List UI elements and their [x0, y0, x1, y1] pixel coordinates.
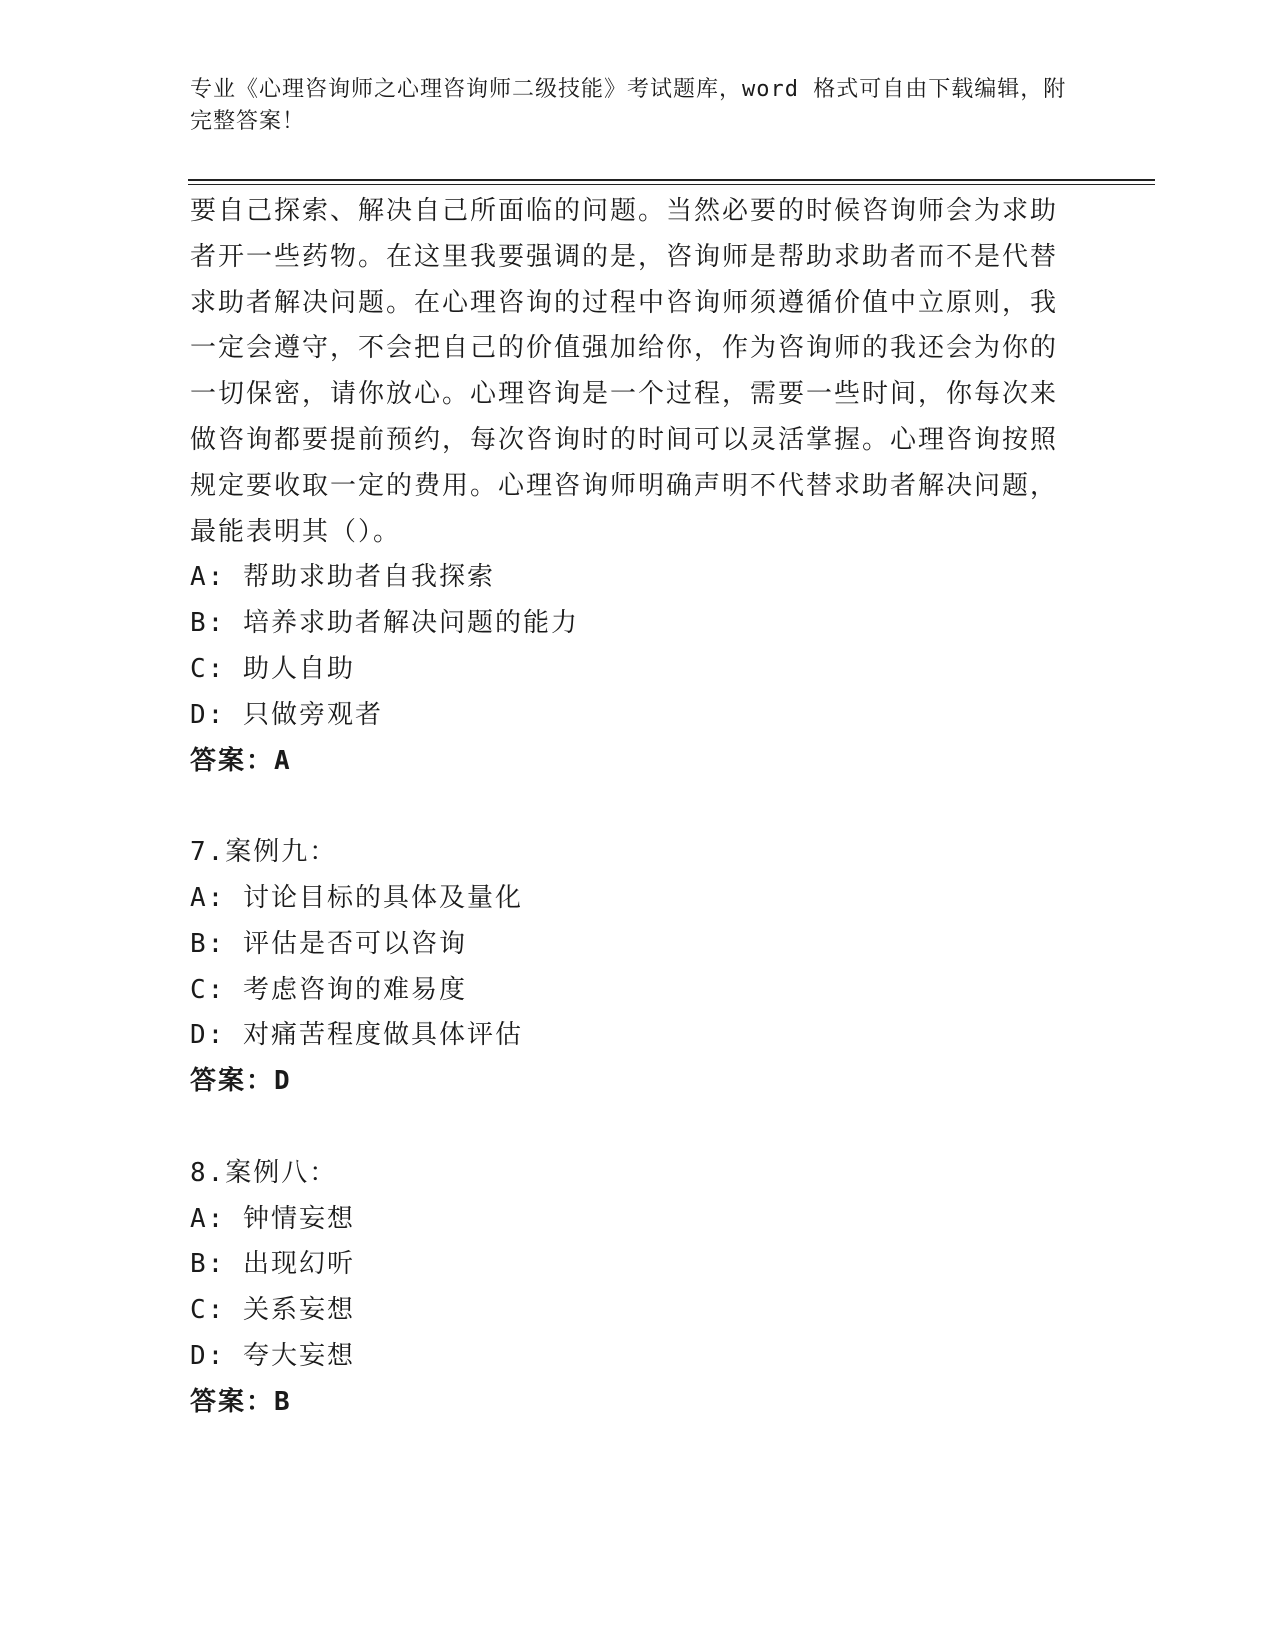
header-text: 专业《心理咨询师之心理咨询师二级技能》考试题库，word 格式可自由下载编辑，附完整答案！ [190, 77, 1067, 134]
spacer [190, 1105, 1070, 1151]
option-key: A: [190, 1203, 226, 1234]
option-text: 钟情妄想 [242, 1203, 355, 1234]
option-a [190, 555, 1070, 601]
option-key: C: [190, 1295, 226, 1326]
option-text: 帮助求助者自我探索 [242, 562, 495, 593]
option-a [190, 1197, 1070, 1243]
option-text: 考虑咨询的难易度 [242, 974, 467, 1005]
option-b [190, 1242, 1070, 1288]
option-text: 讨论目标的具体及量化 [242, 882, 523, 913]
question-8 [190, 1151, 1070, 1426]
option-key: A: [190, 882, 226, 913]
option-key: D: [190, 699, 226, 730]
option-key: A: [190, 562, 226, 593]
option-key: C: [190, 653, 226, 684]
answer-line: 答案：B [190, 1386, 292, 1417]
question-title: 7.案例九： [190, 837, 338, 868]
option-text: 评估是否可以咨询 [242, 928, 467, 959]
question-title: 8.案例八： [190, 1157, 338, 1188]
question-7 [190, 830, 1070, 1105]
spacer [190, 784, 1070, 830]
answer-line: 答案：D [190, 1066, 292, 1097]
document-header [190, 74, 1070, 138]
option-key: B: [190, 928, 226, 959]
option-text: 培养求助者解决问题的能力 [242, 608, 579, 639]
question-6 [190, 189, 1070, 784]
option-text: 助人自助 [242, 653, 355, 684]
option-b [190, 601, 1070, 647]
option-d [190, 1334, 1070, 1380]
option-key: D: [190, 1020, 226, 1051]
option-c [190, 647, 1070, 693]
document-body [190, 189, 1070, 1426]
option-text: 出现幻听 [242, 1249, 355, 1280]
option-text: 对痛苦程度做具体评估 [242, 1020, 523, 1051]
option-key: C: [190, 974, 226, 1005]
option-a [190, 876, 1070, 922]
option-key: B: [190, 608, 226, 639]
header-rule-thin [188, 184, 1155, 185]
option-d [190, 693, 1070, 739]
question-stem: 要自己探索、解决自己所面临的问题。当然必要的时候咨询师会为求助者开一些药物。在这里我要强调的是，咨询师是帮助求助者而不是代替求助者解决问题。在心理咨询的过程中咨询师须遵循价值中立原则，我一定会遵守，不会把自己的价值强加给你，作为咨询师的我还会为你的一切保密，请你放心。心理咨询是一个过程，需要一些时间，你每次来做咨询都要提前预约，每次咨询时的时间可以灵活掌握。心理咨询按照规定要收取一定的费用。心理咨询师明确声明不代替求助者解决问题，最能表明其（）。 [190, 196, 1059, 547]
option-key: B: [190, 1249, 226, 1280]
option-c [190, 968, 1070, 1014]
option-text: 夸大妄想 [242, 1340, 355, 1371]
header-rule-thick [188, 179, 1155, 181]
answer-line: 答案：A [190, 745, 292, 776]
option-text: 只做旁观者 [242, 699, 383, 730]
option-b [190, 922, 1070, 968]
option-d [190, 1013, 1070, 1059]
option-text: 关系妄想 [242, 1295, 355, 1326]
option-key: D: [190, 1340, 226, 1371]
option-c [190, 1288, 1070, 1334]
